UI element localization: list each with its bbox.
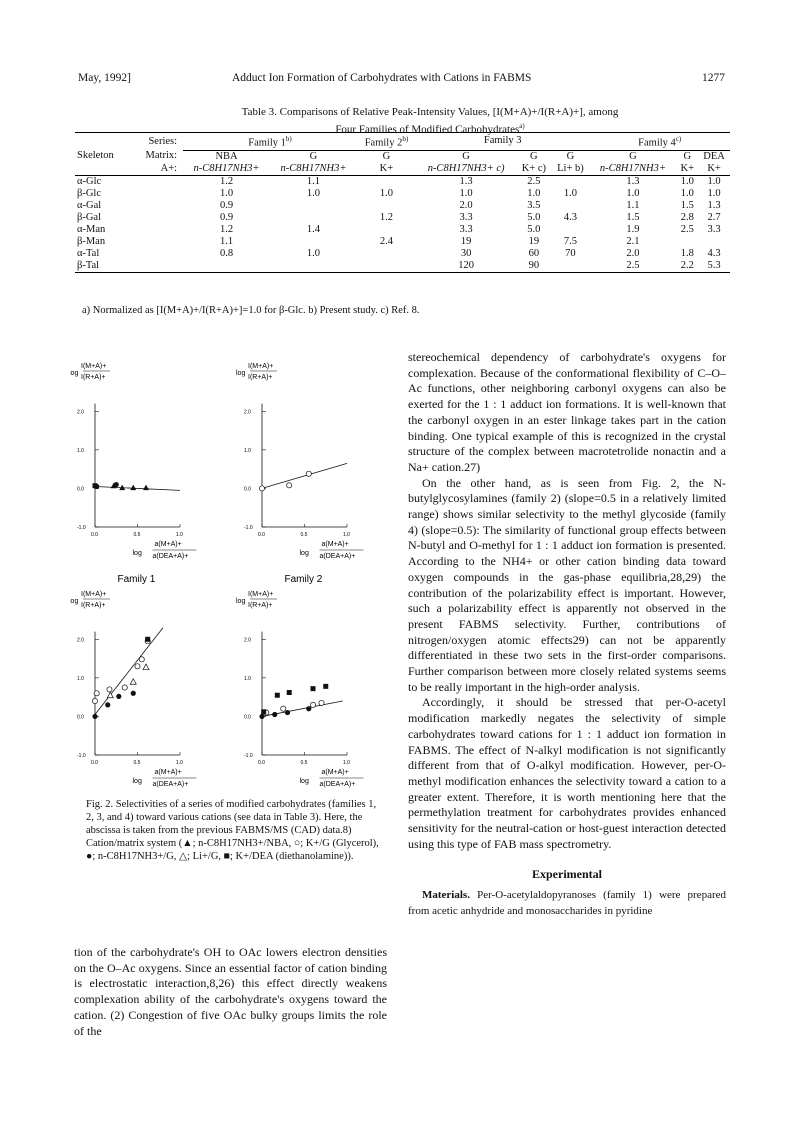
x-axis-log: log	[132, 778, 142, 785]
value-cell: 2.5	[527, 175, 541, 187]
table-title-mark: a)	[519, 122, 525, 130]
point-filled-circle	[131, 691, 136, 696]
y-tick-label: 1.0	[77, 675, 84, 682]
matrix-cell: G	[566, 150, 575, 162]
point-filled-square	[261, 709, 266, 714]
table-title-line2: Four Families of Modified Carbohydrates	[335, 123, 520, 136]
value-cell: 2.1	[626, 235, 640, 247]
value-cell	[270, 200, 357, 212]
value-cell	[676, 236, 698, 248]
matrix-cell: G	[629, 150, 637, 162]
page-number: 1277	[702, 72, 725, 84]
value-cell: 4.3	[707, 247, 721, 259]
point-open-circle	[310, 702, 315, 707]
value-cell	[357, 224, 416, 236]
value-cell: 1.2	[219, 223, 234, 235]
x-tick-label: 0.5	[133, 760, 141, 766]
matrix-cell: G	[309, 150, 318, 162]
value-cell: 30	[460, 247, 472, 259]
value-cell	[551, 200, 589, 212]
x-axis-label-den: a(DEA+A)+	[152, 553, 189, 560]
value-cell: 1.0	[707, 175, 721, 187]
point-open-triangle	[130, 679, 136, 685]
point-filled-circle	[116, 694, 121, 699]
skeleton-cell: α-Gal	[77, 199, 102, 211]
y-tick-label: -1.0	[77, 525, 86, 531]
y-axis-label-den: I(R+A)+	[81, 602, 106, 609]
cation-cell: n-C8H17NH3+	[599, 162, 666, 174]
x-tick-label: 1.0	[343, 532, 350, 538]
value-cell: 1.2	[379, 211, 393, 223]
table-row	[75, 188, 730, 200]
x-axis-log: log	[299, 778, 309, 785]
right-paragraph-1: stereochemical dependency of carbohydrate's oxygens for complexation. Because of the conformational flexibility of C–O–Ac functions, other neighboring carbonyl oxygens can also be exerted for the 1 : 1 adduct ion formations. It is well-known that the carbonyl oxygen in an ester linkage takes part in the cation binding. One typical example of this is recognized in the crystal structure of the complex between macrotetrolide nonactin and a Na+ cation.27)	[408, 350, 726, 474]
matrix-cell: DEA	[703, 150, 725, 162]
point-filled-circle	[306, 706, 311, 711]
table-3	[75, 132, 730, 273]
family3-header: Family 3	[416, 133, 590, 151]
cation-cell: K+	[707, 162, 721, 174]
figure-2	[70, 350, 400, 790]
y-tick-label: 1.0	[244, 675, 251, 682]
x-tick-label: 0.0	[258, 760, 265, 766]
point-filled-circle	[285, 710, 290, 715]
value-cell: 3.3	[707, 223, 721, 235]
y-tick-label: 0.0	[244, 486, 251, 493]
value-cell: 1.1	[219, 235, 234, 247]
value-cell: 1.0	[379, 187, 393, 199]
y-axis-log: og	[70, 370, 79, 377]
plot-panel	[236, 591, 364, 790]
y-tick-label: 2.0	[77, 637, 84, 644]
matrix-cell: G	[382, 150, 391, 162]
point-filled-triangle	[130, 485, 136, 491]
materials-text: Per-O-acetylaldopyranoses (family 1) were prepared from acetic anhydride and monosaccharides in pyridine	[408, 889, 726, 917]
x-tick-label: 1.0	[343, 760, 350, 766]
skeleton-cell: β-Glc	[77, 187, 101, 199]
table-footnote: a) Normalized as [I(M+A)+/I(R+A)+]=1.0 for β-Glc. b) Present study. c) Ref. 8.	[82, 305, 420, 316]
value-cell	[270, 260, 357, 273]
value-cell	[551, 260, 589, 273]
value-cell: 1.4	[306, 223, 321, 235]
right-paragraph-2: On the other hand, as is seen from Fig. 2, the N-butylglycosylamines (family 2) (slope=0.5 in a relatively limited range) shows similar selectivity to the methyl glycoside (family 4) (slope=0.5): The similarity of functional group effects between N-butyl and O-methyl for 1 : 1 adduct ion formation is presented. According to the NH4+ or other cation binding data toward oxygen compounds in the gas-phase equilibria,28,29) the contribution of the polarizability effect is important. However, such a polarizability effect is apparently not observed in the present FABMS selectivity. Further, contributions of nitrogen/oxygen atomic effects29) can not be apparently differentiated in these two sets in the first-order comparisons. Further comparison between more closely related systems seems to be really important in the high-order analysis.	[408, 475, 726, 694]
value-cell: 120	[458, 259, 474, 271]
value-cell	[270, 212, 357, 224]
value-cell	[357, 200, 416, 212]
skeleton-cell: β-Tal	[77, 259, 100, 271]
point-filled-square	[275, 693, 280, 698]
value-cell: 0.9	[219, 211, 234, 223]
point-open-circle	[287, 483, 292, 488]
point-filled-circle	[92, 714, 97, 719]
value-cell: 5.0	[527, 211, 541, 223]
x-tick-label: 0.0	[91, 532, 98, 538]
value-cell: 3.3	[459, 211, 473, 223]
value-cell: 90	[528, 259, 540, 271]
table-row	[75, 248, 730, 260]
x-axis-label-num: a(M+A)+	[154, 541, 182, 548]
value-cell	[357, 260, 416, 273]
x-tick-label: 0.5	[300, 532, 308, 538]
value-cell: 1.0	[306, 247, 321, 259]
x-axis-log: log	[299, 550, 309, 557]
skeleton-header: Skeleton	[77, 150, 114, 162]
value-cell: 2.2	[680, 259, 694, 271]
value-cell: 1.9	[626, 223, 640, 235]
y-tick-label: -1.0	[77, 753, 86, 759]
cation-label: A+:	[160, 162, 178, 174]
value-cell: 2.0	[626, 247, 640, 259]
figure-svg	[70, 350, 400, 790]
family1-header: Family 1$^{b)}$	[183, 133, 357, 151]
value-cell: 3.3	[459, 223, 473, 235]
y-axis-log: log	[236, 598, 246, 605]
value-cell: 3.5	[527, 199, 541, 211]
fit-line	[95, 628, 163, 715]
x-axis-label-den: a(DEA+A)+	[152, 781, 189, 788]
point-open-circle	[139, 657, 144, 662]
value-cell: 4.3	[563, 211, 577, 223]
y-tick-label: 1.0	[244, 447, 251, 454]
value-cell: 1.1	[306, 175, 321, 187]
point-open-circle	[92, 698, 97, 703]
matrix-cell: G	[683, 150, 692, 162]
panel-label: Family 2	[284, 574, 323, 585]
table-row	[75, 224, 730, 236]
value-cell: 1.5	[626, 211, 640, 223]
value-cell: 2.5	[680, 223, 694, 235]
y-tick-label: 1.0	[77, 447, 84, 454]
plot-panel	[70, 591, 197, 790]
table-row	[75, 236, 730, 248]
plot-panel	[236, 363, 364, 585]
point-filled-circle	[272, 712, 277, 717]
right-column	[408, 350, 726, 920]
table-row	[75, 175, 730, 188]
point-open-circle	[281, 706, 286, 711]
value-cell: 1.3	[626, 175, 640, 187]
x-axis-label-num: a(M+A)+	[321, 769, 349, 776]
point-open-circle	[107, 687, 112, 692]
value-cell: 1.2	[219, 175, 234, 187]
y-axis-label-num: I(M+A)+	[248, 591, 274, 598]
value-cell: 2.0	[459, 199, 473, 211]
materials-heading: Materials.	[422, 889, 470, 902]
x-tick-label: 0.0	[91, 760, 98, 766]
matrix-cell: NBA	[215, 150, 238, 162]
cation-cell: K+	[379, 162, 394, 174]
value-cell: 19	[460, 235, 472, 247]
table-row	[75, 212, 730, 224]
point-open-circle	[135, 664, 140, 669]
cation-cell: Li+ b)	[557, 162, 584, 174]
cation-cell: n-C8H17NH3+	[193, 162, 260, 174]
value-cell: 19	[528, 235, 540, 247]
panel-label: Family 1	[117, 574, 156, 585]
value-cell: 1.0	[306, 187, 321, 199]
y-tick-label: 0.0	[77, 486, 84, 493]
y-axis-label-num: I(M+A)+	[81, 363, 107, 370]
series-label: Series:	[148, 135, 178, 147]
x-tick-label: 1.0	[176, 532, 183, 538]
point-filled-triangle	[143, 485, 149, 491]
x-tick-label: 0.0	[258, 532, 265, 538]
y-axis-label-num: I(M+A)+	[248, 363, 274, 370]
value-cell: 1.1	[626, 199, 640, 211]
value-cell: 2.7	[707, 211, 721, 223]
value-cell: 5.3	[707, 259, 721, 271]
y-axis-log: og	[70, 598, 79, 605]
fit-line	[262, 463, 347, 488]
y-axis-label-den: I(R+A)+	[81, 374, 106, 381]
cation-cell: n-C8H17NH3+	[280, 162, 347, 174]
value-cell: 1.0	[680, 187, 694, 199]
value-cell: 60	[528, 247, 540, 259]
cation-cell: K+	[680, 162, 695, 174]
x-tick-label: 1.0	[176, 760, 183, 766]
value-cell: 7.5	[563, 235, 577, 247]
point-open-circle	[94, 691, 99, 696]
point-open-circle	[319, 700, 324, 705]
family2-header: Family 2$^{b)}$	[357, 133, 416, 151]
matrix-label: Matrix:	[145, 150, 178, 162]
value-cell: 1.0	[219, 187, 234, 199]
y-tick-label: 2.0	[77, 409, 84, 416]
point-open-circle	[122, 685, 127, 690]
value-cell: 5.0	[527, 223, 541, 235]
skeleton-cell: α-Glc	[77, 175, 102, 187]
value-cell: 1.0	[680, 175, 694, 187]
y-tick-label: 2.0	[244, 637, 251, 644]
value-cell	[551, 224, 589, 236]
cation-cell: n-C8H17NH3+ c)	[427, 162, 505, 174]
table-title-line1: Table 3. Comparisons of Relative Peak-Intensity Values, [I(M+A)+/I(R+A)+], among	[241, 106, 619, 118]
section-heading: Experimental	[532, 866, 602, 881]
value-cell: 1.0	[459, 187, 473, 199]
y-tick-label: 0.0	[244, 714, 251, 721]
point-open-triangle	[143, 664, 149, 670]
x-axis-label-num: a(M+A)+	[321, 541, 349, 548]
y-tick-label: 0.0	[77, 714, 84, 721]
value-cell: 2.4	[379, 235, 393, 247]
fit-line	[95, 487, 180, 491]
value-cell	[357, 175, 416, 188]
skeleton-cell: β-Man	[77, 235, 106, 247]
value-cell: 1.0	[707, 187, 721, 199]
x-axis-log: log	[132, 550, 142, 557]
point-filled-circle	[114, 482, 119, 487]
matrix-cell: G	[530, 150, 538, 162]
x-tick-label: 0.5	[133, 532, 141, 538]
value-cell	[357, 248, 416, 260]
y-axis-label-den: I(R+A)+	[248, 374, 273, 381]
value-cell	[183, 260, 270, 273]
table-row	[75, 260, 730, 273]
value-cell: 1.0	[527, 187, 541, 199]
value-cell: 1.0	[626, 187, 640, 199]
left-paragraph: tion of the carbohydrate's OH to OAc lowers electron densities on the O–Ac oxygens. Since an essential factor of cation binding is electrostatic interaction,8,26) this effect directly weakens complexation ability of the carbohydrate's oxygens toward the cation. (2) Congestion of five OAc bulky groups limits the role of the	[74, 945, 387, 1038]
y-axis-label-num: I(M+A)+	[81, 591, 107, 598]
header-date: May, 1992]	[78, 72, 131, 84]
x-tick-label: 0.5	[300, 760, 308, 766]
value-cell: 70	[565, 247, 576, 259]
point-filled-square	[311, 686, 316, 691]
y-axis-label-den: I(R+A)+	[248, 602, 273, 609]
cation-cell: K+ c)	[521, 162, 546, 174]
skeleton-cell: α-Tal	[77, 247, 100, 259]
point-filled-square	[145, 637, 150, 642]
point-open-triangle	[107, 692, 113, 698]
value-cell: 2.5	[626, 259, 640, 271]
family4-header: Family 4$^{c)}$	[589, 133, 730, 151]
matrix-cell: G	[462, 150, 470, 162]
point-filled-square	[323, 684, 328, 689]
table-body	[75, 175, 730, 272]
point-filled-circle	[259, 714, 264, 719]
value-cell: 2.8	[680, 211, 694, 223]
running-title: Adduct Ion Formation of Carbohydrates with Cations in FABMS	[232, 72, 532, 84]
left-column-text	[74, 945, 387, 1039]
plot-panel	[70, 363, 197, 585]
right-paragraph-3: Accordingly, it should be stressed that per-O-acetyl modification markedly negates the selectivity of simple carbohydrates toward cations for 1 : 1 adduct ion formation in FABMS. The effect of N-alkyl modification is not significantly different from that of O-alkyl modification. However, per-O-methyl modification enhances the selectivity toward a cation to a greater extent. Therefore, it is worth mentioning here that the permethylation treatment for carbohydrates provides enhanced sensitivity for the neutral-cation or host-guest interaction detected using this type of FAB mass spectrometry.	[408, 695, 726, 851]
value-cell: 0.9	[219, 199, 234, 211]
value-cell	[270, 236, 357, 248]
x-axis-label-num: a(M+A)+	[154, 769, 182, 776]
point-filled-square	[287, 690, 292, 695]
y-axis-log: log	[236, 370, 246, 377]
point-open-circle	[306, 471, 311, 476]
y-tick-label: -1.0	[244, 753, 253, 759]
value-cell: 0.8	[219, 247, 234, 259]
table-row	[75, 200, 730, 212]
value-cell: 1.3	[707, 199, 721, 211]
point-open-circle	[259, 486, 264, 491]
x-axis-label-den: a(DEA+A)+	[319, 553, 356, 560]
skeleton-cell: β-Gal	[77, 211, 101, 223]
figure-caption: Fig. 2. Selectivities of a series of modified carbohydrates (families 1, 2, 3, and 4) toward various cations (see data in Table 3). Here, the abscissa is taken from the previous FABMS/MS (CAD) data.8) Cation/matrix system (▲; n-C8H17NH3+/NBA, ○; K+/G (Glycerol), ●; n-C8H17NH3+/G, △; Li+/G, ■; K+/DEA (diethanolamine)).	[86, 799, 379, 862]
value-cell: 1.0	[563, 187, 577, 199]
skeleton-cell: α-Man	[77, 223, 106, 235]
value-cell: 1.3	[459, 175, 473, 187]
value-cell: 1.5	[680, 199, 694, 211]
value-cell: 1.8	[680, 247, 694, 259]
y-tick-label: 2.0	[244, 409, 251, 416]
value-cell	[698, 236, 730, 248]
point-filled-circle	[105, 702, 110, 707]
value-cell	[551, 175, 589, 188]
y-tick-label: -1.0	[244, 525, 253, 531]
point-filled-square	[93, 483, 98, 488]
x-axis-label-den: a(DEA+A)+	[319, 781, 356, 788]
